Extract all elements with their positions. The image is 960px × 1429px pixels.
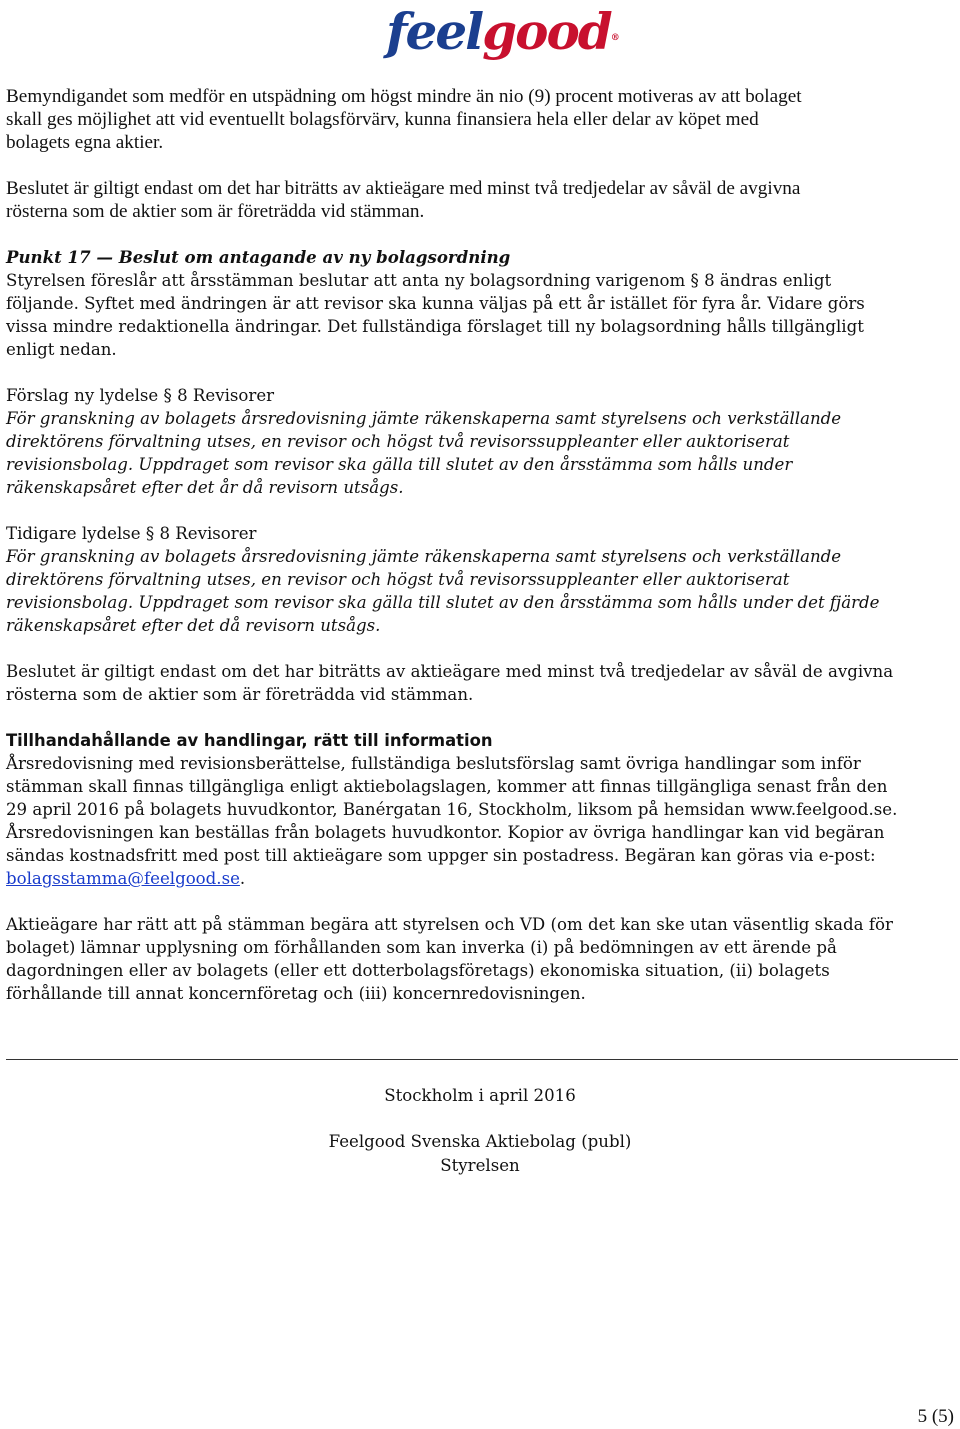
paragraph-line: rösterna som de aktier som är företrädda vid stämman. [6,201,425,222]
paragraph-line: Styrelsen föreslår att årsstämman beslutar att anta ny bolagsordning varigenom § 8 ändras enligt [6,271,832,290]
logo-text-good: good [482,2,611,61]
paragraph-line: räkenskapsåret efter det då revisorn utsågs. [6,616,381,635]
paragraph-line: revisionsbolag. Uppdraget som revisor ska gälla till slutet av den årsstämma som hålls under det fjärde [6,593,880,612]
paragraph-line: bolagets egna aktier. [6,132,164,153]
email-link[interactable]: bolagsstamma@feelgood.se [6,869,240,888]
subsection-heading: Förslag ny lydelse § 8 Revisorer [6,386,275,405]
paragraph-line: förhållande till annat koncernföretag och (iii) koncernredovisningen. [6,984,586,1003]
logo-text-feel: feel [386,2,483,61]
paragraph-line: Årsredovisning med revisionsberättelse, fullständiga beslutsförslag samt övriga handlingar som inför [6,754,861,773]
horizontal-divider [6,1059,958,1060]
paragraph-validity-2 [6,660,958,706]
section-punkt-17 [6,246,958,361]
closing-board: Styrelsen [440,1156,520,1175]
paragraph-line: revisionsbolag. Uppdraget som revisor ska gälla till slutet av den årsstämma som hålls under [6,455,793,474]
document-body [6,85,958,1005]
subsection-heading: Tidigare lydelse § 8 Revisorer [6,524,257,543]
paragraph-line: 29 april 2016 på bolagets huvudkontor, Banérgatan 16, Stockholm, liksom på hemsidan www.feelgood.se. [6,800,898,819]
closing-place-date: Stockholm i april 2016 [384,1086,576,1105]
paragraph-line: rösterna som de aktier som är företrädda vid stämman. [6,685,474,704]
paragraph-line: följande. Syftet med ändringen är att revisor ska kunna väljas på ett år istället för fyra år. Vidare görs [6,294,865,313]
paragraph-line: Bemyndigandet som medför en utspädning om högst mindre än nio (9) procent motiveras av att bolaget [6,86,802,107]
section-heading: Tillhandahållande av handlingar, rätt till information [6,731,493,750]
paragraph-line: enligt nedan. [6,340,117,359]
feelgood-logo [386,2,618,62]
paragraph-line: vissa mindre redaktionella ändringar. Det fullständiga förslaget till ny bolagsordning hålls tillgängligt [6,317,864,336]
paragraph-line: skall ges möjlighet att vid eventuellt bolagsförvärv, kunna finansiera hela eller delar av köpet med [6,109,759,130]
section-documents [6,729,958,890]
paragraph-line: bolaget) lämnar upplysning om förhållanden som kan inverka (i) på bedömningen av ett ärende på [6,938,837,957]
paragraph-line: sändas kostnadsfritt med post till aktieägare som uppger sin postadress. Begäran kan göras via e-post: [6,846,876,865]
paragraph-line: Aktieägare har rätt att på stämman begära att styrelsen och VD (om det kan ske utan väsentlig skada för [6,915,893,934]
paragraph-line: För granskning av bolagets årsredovisning jämte räkenskaperna samt styrelsens och verkställande [6,547,842,566]
paragraph-line: För granskning av bolagets årsredovisning jämte räkenskaperna samt styrelsens och verkställande [6,409,842,428]
paragraph-line: räkenskapsåret efter det år då revisorn utsågs. [6,478,404,497]
paragraph-line: stämman skall finnas tillgängliga enligt aktiebolagslagen, kommer att finnas tillgängliga senast från den [6,777,888,796]
section-new-wording [6,384,958,499]
paragraph-shareholder-rights [6,913,958,1005]
section-heading: Punkt 17 — Beslut om antagande av ny bolagsordning [6,247,511,267]
paragraph-line: direktörens förvaltning utses, en revisor och högst två revisorssuppleanter eller auktoriserat [6,570,790,589]
section-previous-wording [6,522,958,637]
paragraph-line: Beslutet är giltigt endast om det har biträtts av aktieägare med minst två tredjedelar av såväl de avgivna [6,178,801,199]
closing-company: Feelgood Svenska Aktiebolag (publ) [328,1132,632,1151]
email-line [6,867,958,890]
paragraph-line: direktörens förvaltning utses, en revisor och högst två revisorssuppleanter eller auktoriserat [6,432,790,451]
paragraph-line: dagordningen eller av bolagets (eller ett dotterbolagsföretags) ekonomiska situation, (ii) bolagets [6,961,830,980]
registered-mark: ® [610,33,618,43]
paragraph-line: Beslutet är giltigt endast om det har biträtts av aktieägare med minst två tredjedelar av såväl de avgivna [6,662,894,681]
paragraph-line: Årsredovisningen kan beställas från bolagets huvudkontor. Kopior av övriga handlingar kan vid begäran [6,823,885,842]
paragraph-dilution [6,85,958,154]
page-number: 5 (5) [917,1406,954,1427]
email-suffix: . [239,869,246,888]
paragraph-validity-1 [6,177,958,223]
